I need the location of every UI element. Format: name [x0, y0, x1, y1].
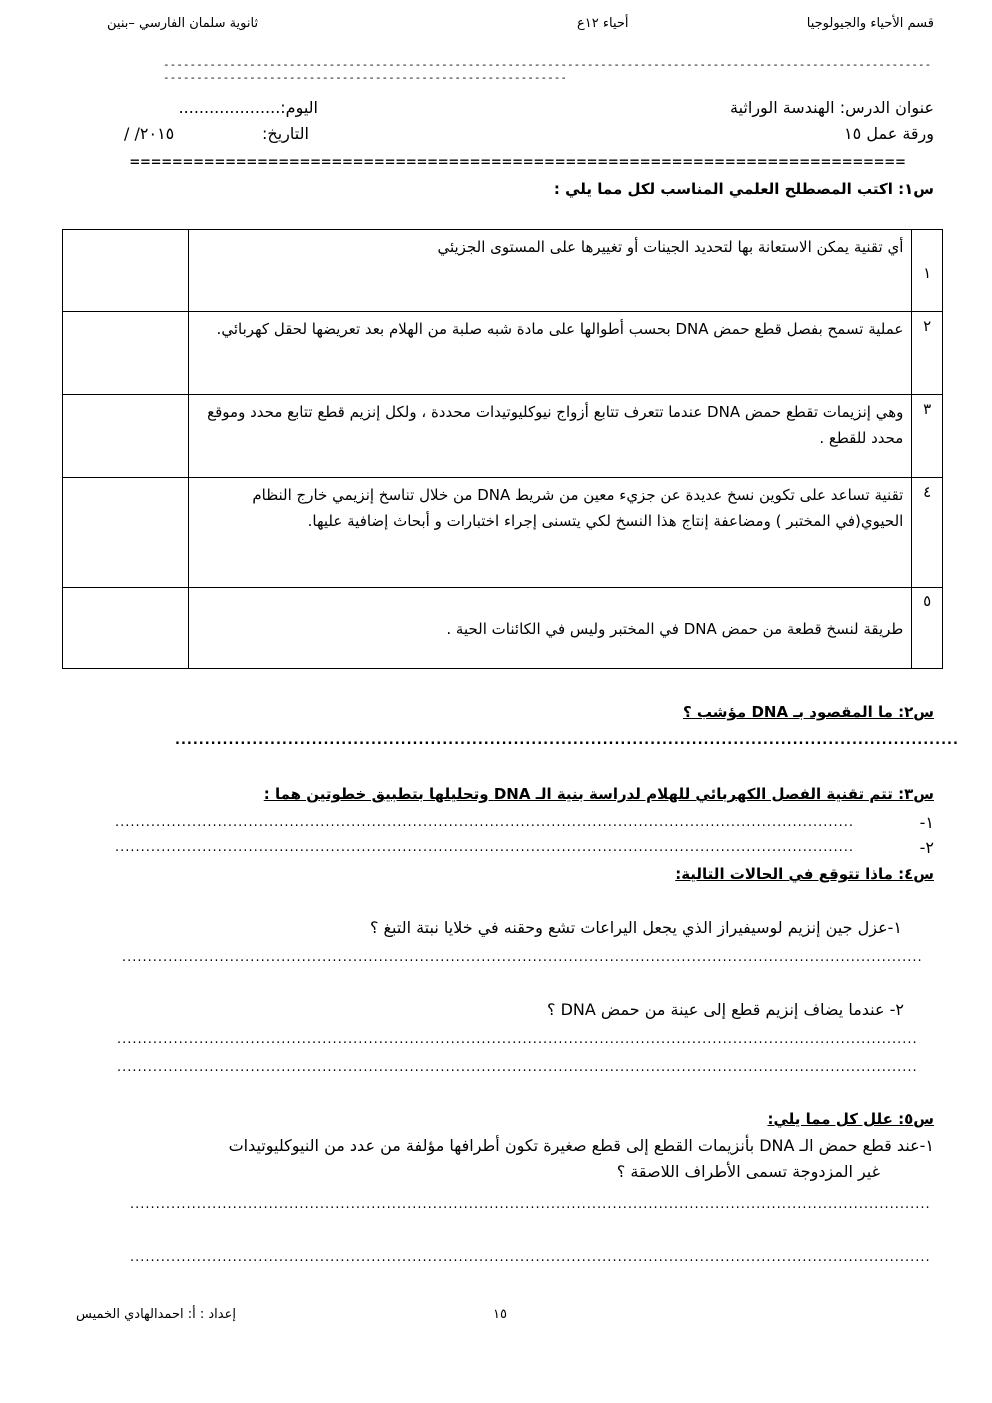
- date-value: / /٢٠١٥: [124, 124, 175, 143]
- q2-heading: س٢: ما المقصود بـ DNA مؤشب ؟: [682, 703, 934, 721]
- course-label: أحياء ١٢ع: [577, 16, 629, 31]
- table-row: [63, 395, 943, 478]
- table-row: [63, 312, 943, 395]
- answer-cell[interactable]: [63, 312, 189, 395]
- row-definition: أي تقنية يمكن الاستعانة بها لتحديد الجينات أو تغييرها على المستوى الجزيئي: [188, 230, 912, 312]
- q4-item1-answer-line[interactable]: ............................................................................................................................................................: [122, 950, 923, 965]
- q5-item1-line2: غير المزدوجة تسمى الأطراف اللاصقة ؟: [616, 1162, 880, 1181]
- day-field: اليوم:....................: [178, 98, 318, 117]
- header-separator: ---------------------------------------------------------------------------------------------------------------------------------------------------------------------------------: [163, 58, 932, 84]
- table-row: [63, 478, 943, 588]
- q4-item1: ١-عزل جين إنزيم لوسيفيراز الذي يجعل اليراعات تشع وحقنه في خلايا نبتة التبغ ؟: [369, 918, 902, 937]
- answer-cell[interactable]: [63, 478, 189, 588]
- q5-heading: س٥: علل كل مما يلي:: [767, 1110, 934, 1128]
- school-label: ثانوية سلمان الفارسي –بنين: [107, 16, 259, 31]
- terms-table: [62, 229, 943, 669]
- section-separator: =========================================================================: [130, 152, 907, 171]
- row-number: ٥: [912, 588, 943, 669]
- row-definition: طريقة لنسخ قطعة من حمض DNA في المختبر وليس في الكائنات الحية .: [188, 588, 912, 669]
- answer-cell[interactable]: [63, 588, 189, 669]
- row-number: ٣: [912, 395, 943, 478]
- row-definition: وهي إنزيمات تقطع حمض DNA عندما تتعرف تتابع أزواج نيوكليوتيدات محددة ، ولكل إنزيم قطع تتابع محدد وموقع محدد للقطع .: [188, 395, 912, 478]
- date-label: التاريخ:: [262, 124, 309, 143]
- q3-step1-line[interactable]: ................................................................................................................................................: [115, 815, 855, 830]
- answer-cell[interactable]: [63, 230, 189, 312]
- q4-item2-answer-line-2[interactable]: ............................................................................................................................................................: [117, 1060, 918, 1075]
- row-number: ٤: [912, 478, 943, 588]
- table-row: [63, 588, 943, 669]
- q3-heading: س٣: تتم تقنية الفصل الكهربائي للهلام لدراسة بنية الـ DNA وتحليلها بتطبيق خطوتين هما :: [263, 785, 934, 803]
- q5-item1-line1: ١-عند قطع حمض الـ DNA بأنزيمات القطع إلى قطع صغيرة تكون أطرافها مؤلفة من عدد من النيوكليوتيدات: [228, 1136, 934, 1155]
- q5-answer-line-2[interactable]: ............................................................................................................................................................: [130, 1250, 931, 1265]
- q2-answer-line[interactable]: ....................................................................................................................................: [175, 733, 959, 748]
- row-number: ١: [912, 230, 943, 312]
- q5-answer-line-1[interactable]: ............................................................................................................................................................: [130, 1197, 931, 1212]
- answer-cell[interactable]: [63, 395, 189, 478]
- q3-step2-line[interactable]: ................................................................................................................................................: [115, 840, 855, 855]
- worksheet-number: ورقة عمل ١٥: [844, 124, 934, 143]
- q4-item2: ٢- عندما يضاف إنزيم قطع إلى عينة من حمض DNA ؟: [546, 1000, 904, 1019]
- row-definition: عملية تسمح بفصل قطع حمض DNA بحسب أطوالها على مادة شبه صلبة من الهلام بعد تعريضها لحقل كهربائي.: [188, 312, 912, 395]
- q3-step2-label: ٢-: [919, 838, 934, 857]
- department-label: قسم الأحياء والجيولوجيا: [806, 16, 934, 31]
- q4-heading: س٤: ماذا تتوقع في الحالات التالية:: [675, 865, 934, 883]
- row-number: ٢: [912, 312, 943, 395]
- page-number: ١٥: [493, 1307, 507, 1322]
- q1-heading: س١: اكتب المصطلح العلمي المناسب لكل مما يلي :: [553, 180, 934, 198]
- prepared-by: إعداد : أ: احمدالهادي الخميس: [76, 1307, 236, 1322]
- table-row: [63, 230, 943, 312]
- q3-step1-label: ١-: [919, 813, 934, 832]
- q4-item2-answer-line-1[interactable]: ............................................................................................................................................................: [117, 1032, 918, 1047]
- row-definition: تقنية تساعد على تكوين نسخ عديدة عن جزيء معين من شريط DNA من خلال تناسخ إنزيمي خارج النظام الحيوي(في المختبر ) ومضاعفة إنتاج هذا النسخ لكي يتسنى إجراء اختبارات و أبحاث إضافية عليها.: [188, 478, 912, 588]
- lesson-title: عنوان الدرس: الهندسة الوراثية: [730, 98, 934, 117]
